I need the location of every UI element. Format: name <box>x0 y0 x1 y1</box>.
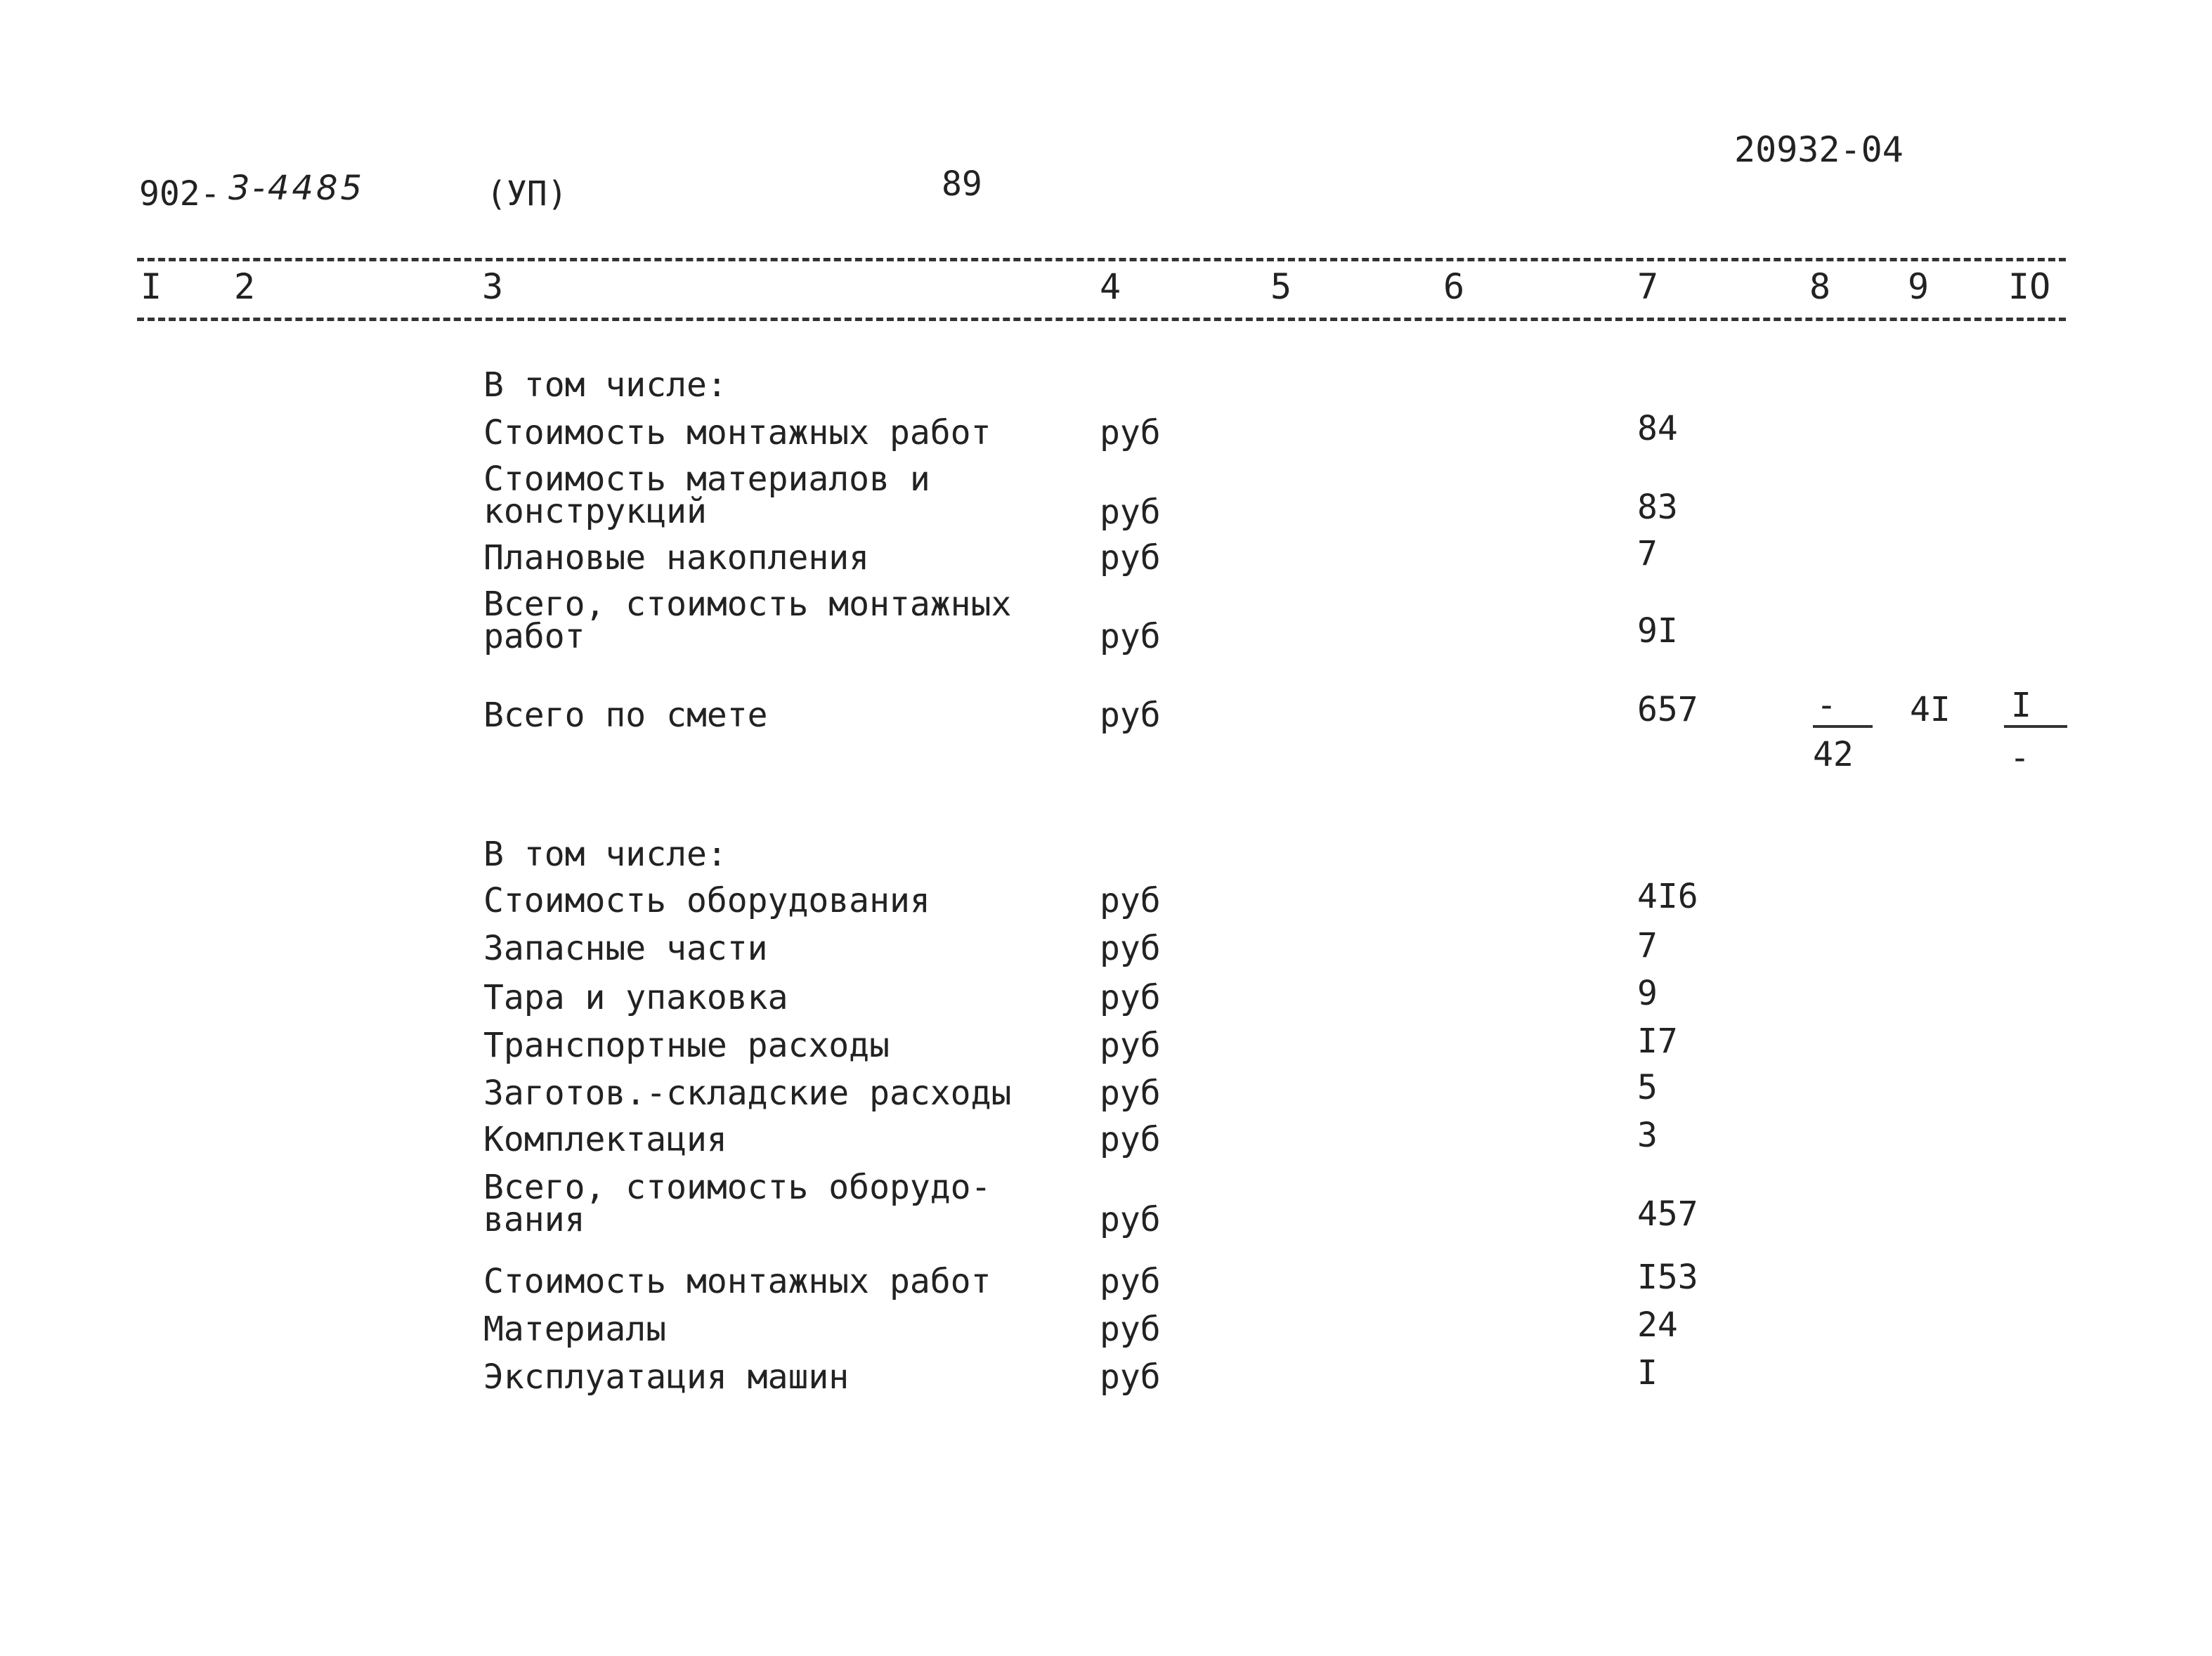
row-label: Материалы <box>483 1310 667 1349</box>
row-unit: руб <box>1100 881 1161 920</box>
row-value: 9I <box>1637 611 1678 651</box>
row-label: Стоимость оборудования <box>483 881 930 920</box>
row-value: 24 <box>1637 1305 1678 1345</box>
row-label: Запасные части <box>483 929 768 968</box>
column-number: 9 <box>1908 266 1930 307</box>
row-unit: руб <box>1100 1200 1161 1239</box>
total-col8-numerator: - <box>1816 686 1837 725</box>
row-value: 3 <box>1637 1116 1658 1155</box>
total-col10-denominator: - <box>2010 738 2030 778</box>
row-value: I <box>1637 1353 1658 1393</box>
doc-code-prefix: 902- <box>139 174 221 214</box>
row-label: Всего, стоимость оборудо- вания <box>483 1168 991 1239</box>
column-number: 2 <box>234 266 256 307</box>
page-number: 89 <box>942 164 982 204</box>
row-label: В том числе: <box>483 835 727 874</box>
column-number: 5 <box>1270 266 1292 307</box>
row-label: Эксплуатация машин <box>483 1357 850 1397</box>
header-rule-bottom <box>137 318 2066 321</box>
row-label: Стоимость монтажных работ <box>483 1262 991 1301</box>
column-number: 7 <box>1637 266 1659 307</box>
row-value: 84 <box>1637 409 1678 448</box>
row-unit: руб <box>1100 1357 1161 1397</box>
row-unit: руб <box>1100 1026 1161 1065</box>
column-number: IO <box>2008 266 2051 307</box>
doc-code-handwritten: 3-4485 <box>228 169 365 208</box>
row-unit: руб <box>1100 1310 1161 1349</box>
row-label: Стоимость материалов и конструкций <box>483 459 930 531</box>
column-number: 8 <box>1809 266 1831 307</box>
total-unit: руб <box>1100 696 1161 735</box>
row-label: Заготов.-складские расходы <box>483 1074 1012 1113</box>
row-value: 4I6 <box>1637 877 1698 916</box>
row-label: Стоимость монтажных работ <box>483 413 991 452</box>
row-label: Комплектация <box>483 1120 727 1159</box>
row-unit: руб <box>1100 617 1161 656</box>
row-unit: руб <box>1100 1120 1161 1159</box>
row-value: 5 <box>1637 1068 1658 1107</box>
total-col10-numerator: I <box>2011 686 2031 725</box>
row-value: 457 <box>1637 1194 1698 1234</box>
row-value: 9 <box>1637 974 1658 1013</box>
row-value: I7 <box>1637 1022 1678 1061</box>
row-value: 7 <box>1637 926 1658 965</box>
total-col8-fraction-line <box>1813 725 1873 728</box>
header-rule-top <box>137 258 2066 261</box>
row-value: 83 <box>1637 488 1678 527</box>
column-number: 3 <box>482 266 504 307</box>
row-label: Тара и упаковка <box>483 978 788 1017</box>
column-number: 6 <box>1443 266 1465 307</box>
total-col9-value: 4I <box>1910 690 1951 729</box>
row-value: 7 <box>1637 534 1658 573</box>
row-label: Всего, стоимость монтажных работ <box>483 585 1012 656</box>
row-unit: руб <box>1100 978 1161 1017</box>
total-value: 657 <box>1637 690 1698 729</box>
row-value: I53 <box>1637 1258 1698 1297</box>
row-unit: руб <box>1100 1074 1161 1113</box>
row-label: Транспортные расходы <box>483 1026 890 1065</box>
row-unit: руб <box>1100 413 1161 452</box>
column-number: I <box>141 266 162 307</box>
row-unit: руб <box>1100 538 1161 578</box>
row-unit: руб <box>1100 493 1161 532</box>
total-col10-fraction-line <box>2004 725 2067 728</box>
row-unit: руб <box>1100 1262 1161 1301</box>
section-label: (УП) <box>486 174 568 214</box>
document-stamp: 20932-04 <box>1734 129 1904 170</box>
row-label: Плановые накопления <box>483 538 870 578</box>
row-label: В том числе: <box>483 365 727 405</box>
column-number: 4 <box>1100 266 1121 307</box>
total-col8-denominator: 42 <box>1813 735 1854 774</box>
row-unit: руб <box>1100 929 1161 968</box>
total-label: Всего по смете <box>483 696 768 735</box>
